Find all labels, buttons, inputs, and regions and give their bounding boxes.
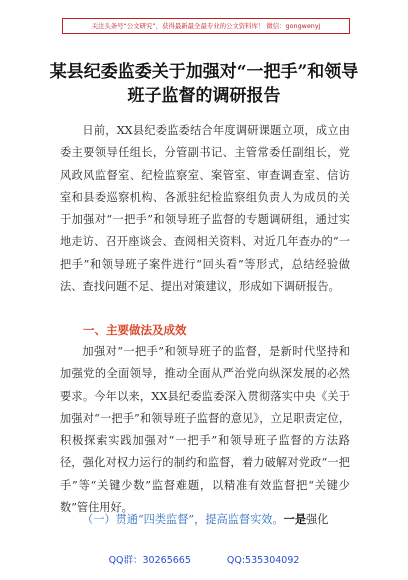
intro-paragraph: 日前，XX县纪委监委结合年度调研课题立项，成立由委主要领导任组长，分管副书记、主管常委任副组长，党风政风监督室、纪检监察室、案管室、审查调查室、信访室和县委巡察机构、各派驻纪检监察组负责人为成员的关于加强对“一把手”和领导班子监督的专题调研组，通过实地走访、召开座谈会、查阅相关资料、对近几年查办的“一把手”和领导班子案件进行“回头看”等形式，总结经验做法、查找问题不足、提出对策建议，形成如下调研报告。 (60, 124, 350, 294)
footer-qq: QQ:535304092 (226, 555, 300, 566)
section-body-paragraph: 加强对“一把手”和领导班子的监督，是新时代坚持和加强党的全面领导，推动全面从严治党向纵深发展的必然要求。今年以来，XX县纪委监委深入贯彻落实中央《关于加强对“一把手”和领导班子监督的意见》，立足职责定位，积极探索实践加强对“一把手”和领导班子监督的方法路径，强化对权力运行的制约和监督，着力破解对党政“一把手”等“关键少数”监督难题，以精准有效监督把“关键少数”管住用好。 (60, 345, 350, 515)
subsection-lead: 一是 (283, 512, 307, 526)
document-title: 某县纪委监委关于加强对“一把手”和领导班子监督的调研报告 (49, 62, 359, 106)
subsection-text: 强化 (306, 513, 329, 526)
section-heading: 一、主要做法及成效 (83, 323, 187, 337)
subsection-line (60, 508, 350, 531)
footer-contact (0, 552, 408, 566)
top-banner: 关注头条号“公文研究”，获得最新最全最专业的公文资料库！ 微信：gongwenyj (62, 18, 350, 34)
subsection-heading: （一）贯通“四类监督”，提高监督实效。 (82, 513, 284, 526)
footer-qq-group: QQ群：30265665 (108, 555, 191, 566)
